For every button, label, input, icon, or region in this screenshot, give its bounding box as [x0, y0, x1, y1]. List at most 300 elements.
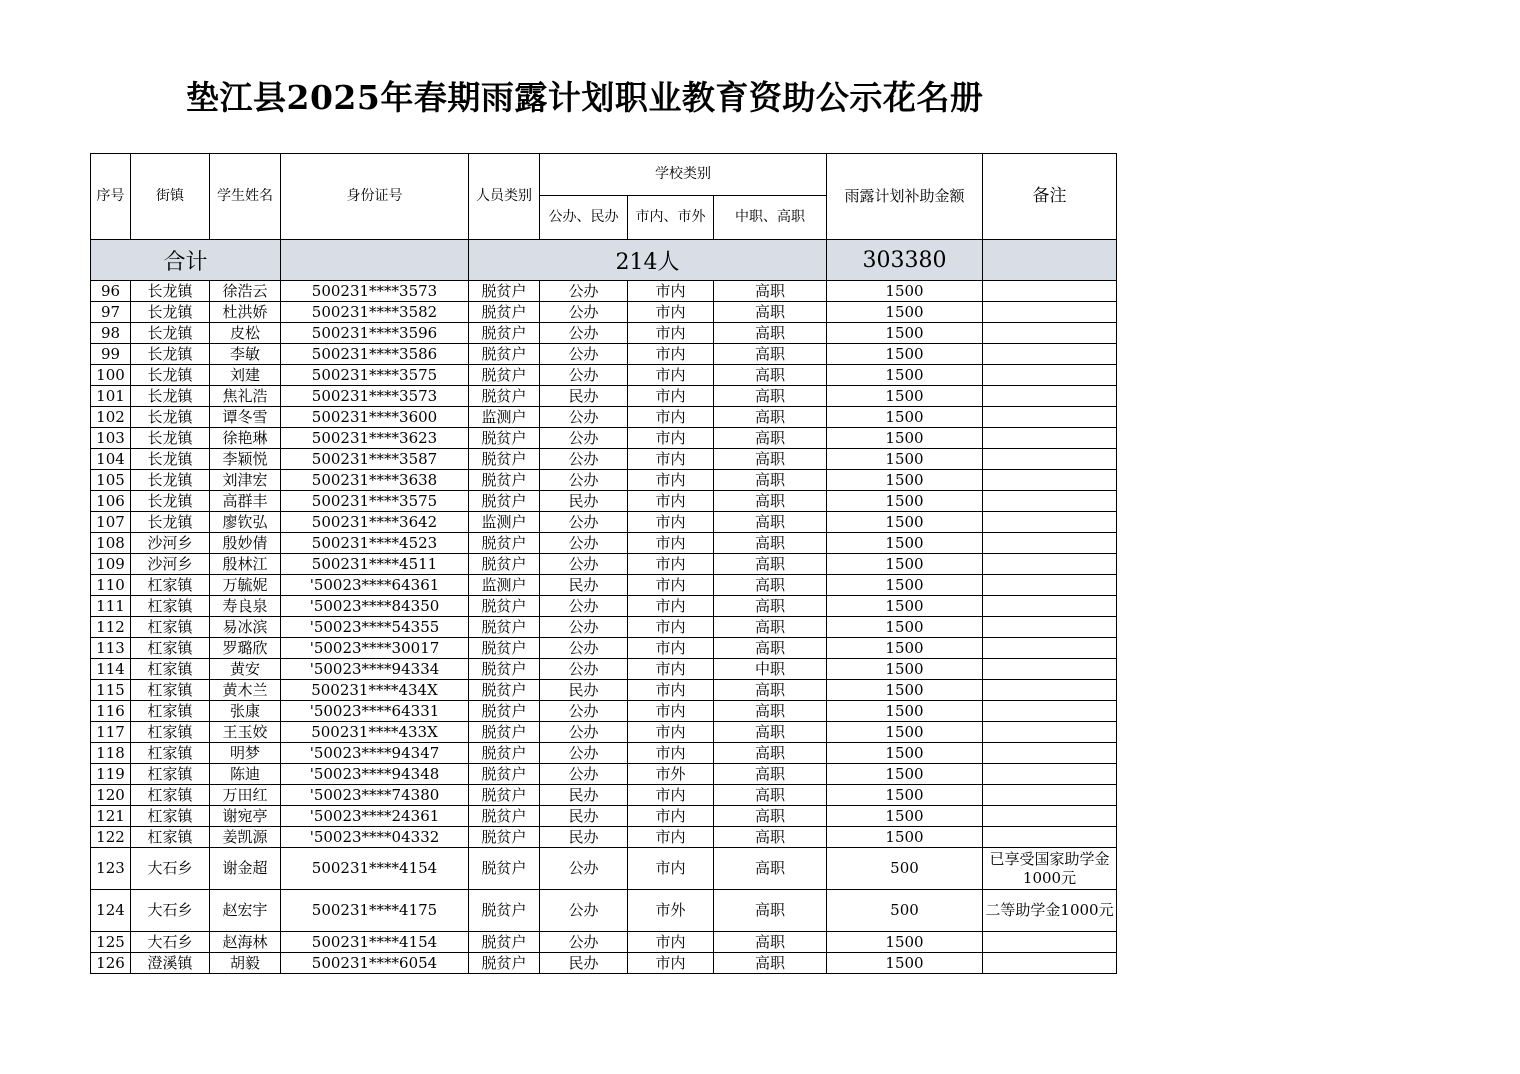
cell-type: 脱贫户 — [469, 365, 540, 386]
cell-level: 高职 — [714, 827, 827, 848]
cell-town: 长龙镇 — [131, 407, 210, 428]
cell-ownership: 民办 — [540, 575, 628, 596]
cell-name: 廖钦弘 — [210, 512, 281, 533]
cell-name: 徐浩云 — [210, 281, 281, 302]
cell-amount: 500 — [827, 890, 983, 932]
cell-location: 市内 — [628, 743, 714, 764]
cell-type: 脱贫户 — [469, 743, 540, 764]
cell-town: 长龙镇 — [131, 470, 210, 491]
cell-level: 高职 — [714, 764, 827, 785]
total-label: 合计 — [91, 240, 281, 281]
cell-remark — [983, 323, 1117, 344]
cell-location: 市内 — [628, 638, 714, 659]
cell-location: 市外 — [628, 890, 714, 932]
cell-amount: 1500 — [827, 323, 983, 344]
cell-amount: 1500 — [827, 407, 983, 428]
cell-location: 市内 — [628, 386, 714, 407]
total-row — [91, 240, 1117, 281]
cell-remark — [983, 806, 1117, 827]
cell-ownership: 民办 — [540, 491, 628, 512]
cell-ownership: 民办 — [540, 827, 628, 848]
table-row — [91, 365, 1117, 386]
cell-id: 500231****3587 — [281, 449, 469, 470]
cell-type: 脱贫户 — [469, 680, 540, 701]
cell-amount: 1500 — [827, 785, 983, 806]
cell-type: 脱贫户 — [469, 449, 540, 470]
cell-name: 皮松 — [210, 323, 281, 344]
cell-level: 高职 — [714, 449, 827, 470]
cell-id: 500231****4511 — [281, 554, 469, 575]
cell-level: 高职 — [714, 533, 827, 554]
cell-remark — [983, 428, 1117, 449]
cell-seq: 118 — [91, 743, 131, 764]
cell-name: 高群丰 — [210, 491, 281, 512]
cell-ownership: 民办 — [540, 806, 628, 827]
cell-location: 市内 — [628, 827, 714, 848]
header-amount: 雨露计划补助金额 — [827, 154, 983, 240]
cell-ownership: 公办 — [540, 470, 628, 491]
cell-level: 高职 — [714, 302, 827, 323]
cell-ownership: 民办 — [540, 680, 628, 701]
roster-table — [90, 153, 1117, 974]
cell-location: 市内 — [628, 848, 714, 890]
table-row — [91, 449, 1117, 470]
cell-type: 脱贫户 — [469, 764, 540, 785]
cell-id: 500231****3586 — [281, 344, 469, 365]
cell-ownership: 公办 — [540, 449, 628, 470]
table-row — [91, 281, 1117, 302]
cell-location: 市内 — [628, 344, 714, 365]
cell-name: 李颖悦 — [210, 449, 281, 470]
cell-id: '50023****04332 — [281, 827, 469, 848]
cell-ownership: 公办 — [540, 365, 628, 386]
cell-location: 市内 — [628, 701, 714, 722]
cell-location: 市内 — [628, 617, 714, 638]
cell-type: 脱贫户 — [469, 533, 540, 554]
cell-level: 高职 — [714, 365, 827, 386]
cell-ownership: 公办 — [540, 281, 628, 302]
table-row — [91, 785, 1117, 806]
cell-type: 监测户 — [469, 512, 540, 533]
cell-name: 赵海林 — [210, 932, 281, 953]
cell-remark — [983, 932, 1117, 953]
cell-name: 焦礼浩 — [210, 386, 281, 407]
cell-type: 脱贫户 — [469, 890, 540, 932]
cell-seq: 115 — [91, 680, 131, 701]
cell-ownership: 公办 — [540, 743, 628, 764]
header-remark: 备注 — [983, 154, 1117, 240]
cell-seq: 103 — [91, 428, 131, 449]
cell-type: 脱贫户 — [469, 491, 540, 512]
table-row — [91, 554, 1117, 575]
cell-ownership: 公办 — [540, 638, 628, 659]
cell-location: 市内 — [628, 533, 714, 554]
cell-ownership: 公办 — [540, 764, 628, 785]
cell-remark — [983, 554, 1117, 575]
cell-type: 脱贫户 — [469, 848, 540, 890]
cell-location: 市内 — [628, 449, 714, 470]
cell-amount: 1500 — [827, 365, 983, 386]
cell-name: 殷妙倩 — [210, 533, 281, 554]
cell-name: 刘津宏 — [210, 470, 281, 491]
cell-seq: 126 — [91, 953, 131, 974]
cell-town: 大石乡 — [131, 932, 210, 953]
cell-ownership: 民办 — [540, 953, 628, 974]
table-row — [91, 407, 1117, 428]
total-amount: 303380 — [827, 240, 983, 281]
cell-location: 市内 — [628, 428, 714, 449]
cell-location: 市外 — [628, 764, 714, 785]
cell-seq: 106 — [91, 491, 131, 512]
cell-seq: 101 — [91, 386, 131, 407]
cell-amount: 1500 — [827, 659, 983, 680]
cell-town: 大石乡 — [131, 848, 210, 890]
cell-town: 大石乡 — [131, 890, 210, 932]
cell-name: 姜凯源 — [210, 827, 281, 848]
cell-ownership: 公办 — [540, 554, 628, 575]
cell-ownership: 民办 — [540, 785, 628, 806]
table-row — [91, 827, 1117, 848]
cell-seq: 117 — [91, 722, 131, 743]
cell-type: 脱贫户 — [469, 722, 540, 743]
cell-seq: 98 — [91, 323, 131, 344]
cell-type: 脱贫户 — [469, 554, 540, 575]
cell-amount: 1500 — [827, 575, 983, 596]
cell-amount: 1500 — [827, 491, 983, 512]
cell-type: 监测户 — [469, 407, 540, 428]
cell-town: 长龙镇 — [131, 491, 210, 512]
cell-ownership: 公办 — [540, 722, 628, 743]
cell-name: 明梦 — [210, 743, 281, 764]
cell-level: 高职 — [714, 953, 827, 974]
cell-remark: 已享受国家助学金1000元 — [983, 848, 1117, 890]
cell-remark — [983, 680, 1117, 701]
cell-amount: 1500 — [827, 344, 983, 365]
cell-amount: 1500 — [827, 827, 983, 848]
table-row — [91, 638, 1117, 659]
cell-seq: 123 — [91, 848, 131, 890]
cell-remark — [983, 701, 1117, 722]
table-row — [91, 428, 1117, 449]
cell-name: 李敏 — [210, 344, 281, 365]
cell-name: 张康 — [210, 701, 281, 722]
table-row — [91, 512, 1117, 533]
cell-type: 脱贫户 — [469, 470, 540, 491]
cell-name: 罗璐欣 — [210, 638, 281, 659]
cell-name: 杜洪娇 — [210, 302, 281, 323]
table-row — [91, 470, 1117, 491]
cell-level: 高职 — [714, 470, 827, 491]
cell-seq: 122 — [91, 827, 131, 848]
cell-amount: 1500 — [827, 533, 983, 554]
cell-remark — [983, 281, 1117, 302]
header-town: 街镇 — [131, 154, 210, 240]
cell-level: 高职 — [714, 785, 827, 806]
cell-remark — [983, 764, 1117, 785]
cell-ownership: 公办 — [540, 701, 628, 722]
cell-town: 长龙镇 — [131, 323, 210, 344]
cell-town: 杠家镇 — [131, 659, 210, 680]
cell-location: 市内 — [628, 953, 714, 974]
cell-location: 市内 — [628, 512, 714, 533]
cell-id: '50023****64331 — [281, 701, 469, 722]
header-name: 学生姓名 — [210, 154, 281, 240]
cell-name: 陈迪 — [210, 764, 281, 785]
cell-id: 500231****4175 — [281, 890, 469, 932]
cell-remark — [983, 596, 1117, 617]
cell-id: 500231****4523 — [281, 533, 469, 554]
cell-type: 脱贫户 — [469, 302, 540, 323]
cell-ownership: 公办 — [540, 302, 628, 323]
cell-seq: 109 — [91, 554, 131, 575]
cell-amount: 500 — [827, 848, 983, 890]
cell-ownership: 公办 — [540, 533, 628, 554]
cell-town: 长龙镇 — [131, 428, 210, 449]
cell-seq: 97 — [91, 302, 131, 323]
cell-id: '50023****64361 — [281, 575, 469, 596]
cell-town: 长龙镇 — [131, 386, 210, 407]
cell-amount: 1500 — [827, 701, 983, 722]
cell-location: 市内 — [628, 407, 714, 428]
cell-seq: 110 — [91, 575, 131, 596]
cell-remark — [983, 491, 1117, 512]
cell-level: 高职 — [714, 407, 827, 428]
cell-type: 脱贫户 — [469, 953, 540, 974]
cell-id: 500231****3623 — [281, 428, 469, 449]
table-row — [91, 890, 1117, 932]
table-row — [91, 344, 1117, 365]
cell-name: 徐艳琳 — [210, 428, 281, 449]
cell-location: 市内 — [628, 932, 714, 953]
table-row — [91, 701, 1117, 722]
cell-remark — [983, 344, 1117, 365]
cell-level: 高职 — [714, 281, 827, 302]
cell-level: 高职 — [714, 743, 827, 764]
cell-ownership: 公办 — [540, 890, 628, 932]
cell-ownership: 公办 — [540, 407, 628, 428]
cell-type: 脱贫户 — [469, 323, 540, 344]
cell-seq: 119 — [91, 764, 131, 785]
table-row — [91, 491, 1117, 512]
cell-location: 市内 — [628, 680, 714, 701]
cell-id: '50023****74380 — [281, 785, 469, 806]
cell-type: 脱贫户 — [469, 806, 540, 827]
cell-id: 500231****434X — [281, 680, 469, 701]
cell-amount: 1500 — [827, 470, 983, 491]
table-row — [91, 323, 1117, 344]
cell-name: 易冰滨 — [210, 617, 281, 638]
cell-level: 高职 — [714, 806, 827, 827]
cell-town: 长龙镇 — [131, 281, 210, 302]
cell-level: 高职 — [714, 491, 827, 512]
cell-seq: 121 — [91, 806, 131, 827]
cell-amount: 1500 — [827, 596, 983, 617]
cell-seq: 125 — [91, 932, 131, 953]
cell-remark — [983, 365, 1117, 386]
header-school-group: 学校类别 — [540, 154, 827, 196]
cell-level: 高职 — [714, 890, 827, 932]
cell-name: 赵宏宇 — [210, 890, 281, 932]
cell-remark — [983, 533, 1117, 554]
cell-seq: 112 — [91, 617, 131, 638]
cell-remark — [983, 953, 1117, 974]
cell-location: 市内 — [628, 281, 714, 302]
cell-amount: 1500 — [827, 638, 983, 659]
cell-name: 谢金超 — [210, 848, 281, 890]
cell-location: 市内 — [628, 554, 714, 575]
cell-id: 500231****3582 — [281, 302, 469, 323]
cell-remark — [983, 470, 1117, 491]
cell-id: 500231****3573 — [281, 386, 469, 407]
cell-level: 中职 — [714, 659, 827, 680]
cell-remark — [983, 638, 1117, 659]
cell-amount: 1500 — [827, 302, 983, 323]
cell-seq: 114 — [91, 659, 131, 680]
cell-id: '50023****24361 — [281, 806, 469, 827]
cell-ownership: 公办 — [540, 617, 628, 638]
cell-name: 谢宛亭 — [210, 806, 281, 827]
page-title: 垫江县2025年春期雨露计划职业教育资助公示花名册 — [186, 78, 984, 117]
cell-town: 沙河乡 — [131, 533, 210, 554]
cell-remark — [983, 617, 1117, 638]
header-type: 人员类别 — [469, 154, 540, 240]
cell-location: 市内 — [628, 470, 714, 491]
cell-level: 高职 — [714, 638, 827, 659]
cell-seq: 124 — [91, 890, 131, 932]
cell-town: 杠家镇 — [131, 722, 210, 743]
cell-amount: 1500 — [827, 764, 983, 785]
cell-town: 澄溪镇 — [131, 953, 210, 974]
cell-location: 市内 — [628, 365, 714, 386]
cell-type: 脱贫户 — [469, 281, 540, 302]
table-row — [91, 743, 1117, 764]
cell-level: 高职 — [714, 932, 827, 953]
cell-level: 高职 — [714, 386, 827, 407]
cell-amount: 1500 — [827, 281, 983, 302]
cell-id: 500231****4154 — [281, 932, 469, 953]
cell-town: 杠家镇 — [131, 575, 210, 596]
cell-seq: 99 — [91, 344, 131, 365]
cell-level: 高职 — [714, 575, 827, 596]
cell-seq: 96 — [91, 281, 131, 302]
cell-seq: 108 — [91, 533, 131, 554]
cell-type: 脱贫户 — [469, 932, 540, 953]
cell-amount: 1500 — [827, 512, 983, 533]
cell-level: 高职 — [714, 512, 827, 533]
cell-id: 500231****433X — [281, 722, 469, 743]
cell-amount: 1500 — [827, 428, 983, 449]
cell-type: 监测户 — [469, 575, 540, 596]
cell-seq: 107 — [91, 512, 131, 533]
cell-name: 黄木兰 — [210, 680, 281, 701]
cell-town: 沙河乡 — [131, 554, 210, 575]
cell-seq: 111 — [91, 596, 131, 617]
cell-seq: 116 — [91, 701, 131, 722]
cell-ownership: 公办 — [540, 512, 628, 533]
table-row — [91, 533, 1117, 554]
cell-remark — [983, 827, 1117, 848]
cell-id: '50023****84350 — [281, 596, 469, 617]
cell-level: 高职 — [714, 323, 827, 344]
cell-type: 脱贫户 — [469, 638, 540, 659]
cell-location: 市内 — [628, 806, 714, 827]
cell-remark — [983, 386, 1117, 407]
cell-level: 高职 — [714, 617, 827, 638]
cell-type: 脱贫户 — [469, 344, 540, 365]
cell-location: 市内 — [628, 785, 714, 806]
cell-town: 杠家镇 — [131, 617, 210, 638]
cell-ownership: 公办 — [540, 596, 628, 617]
cell-seq: 120 — [91, 785, 131, 806]
cell-town: 杠家镇 — [131, 743, 210, 764]
cell-seq: 105 — [91, 470, 131, 491]
cell-type: 脱贫户 — [469, 386, 540, 407]
cell-level: 高职 — [714, 344, 827, 365]
cell-amount: 1500 — [827, 953, 983, 974]
cell-id: '50023****94348 — [281, 764, 469, 785]
header-location: 市内、市外 — [628, 196, 714, 240]
cell-amount: 1500 — [827, 617, 983, 638]
cell-level: 高职 — [714, 680, 827, 701]
cell-id: '50023****30017 — [281, 638, 469, 659]
cell-remark — [983, 659, 1117, 680]
table-row — [91, 764, 1117, 785]
cell-id: 500231****3575 — [281, 365, 469, 386]
cell-seq: 113 — [91, 638, 131, 659]
cell-level: 高职 — [714, 428, 827, 449]
cell-location: 市内 — [628, 722, 714, 743]
cell-level: 高职 — [714, 701, 827, 722]
table-row — [91, 932, 1117, 953]
cell-id: 500231****6054 — [281, 953, 469, 974]
table-row — [91, 659, 1117, 680]
cell-town: 杠家镇 — [131, 596, 210, 617]
cell-town: 杠家镇 — [131, 764, 210, 785]
cell-id: 500231****3575 — [281, 491, 469, 512]
cell-remark — [983, 575, 1117, 596]
cell-ownership: 公办 — [540, 659, 628, 680]
cell-ownership: 民办 — [540, 386, 628, 407]
cell-name: 黄安 — [210, 659, 281, 680]
cell-amount: 1500 — [827, 722, 983, 743]
cell-remark — [983, 722, 1117, 743]
cell-ownership: 公办 — [540, 344, 628, 365]
cell-id: '50023****94334 — [281, 659, 469, 680]
cell-amount: 1500 — [827, 449, 983, 470]
total-remark — [983, 240, 1117, 281]
cell-id: 500231****4154 — [281, 848, 469, 890]
cell-ownership: 公办 — [540, 848, 628, 890]
cell-id: 500231****3573 — [281, 281, 469, 302]
cell-type: 脱贫户 — [469, 596, 540, 617]
cell-town: 杠家镇 — [131, 785, 210, 806]
cell-amount: 1500 — [827, 554, 983, 575]
cell-seq: 102 — [91, 407, 131, 428]
header-seq: 序号 — [91, 154, 131, 240]
cell-ownership: 公办 — [540, 932, 628, 953]
cell-location: 市内 — [628, 659, 714, 680]
cell-seq: 104 — [91, 449, 131, 470]
cell-remark — [983, 743, 1117, 764]
cell-town: 杠家镇 — [131, 806, 210, 827]
cell-town: 杠家镇 — [131, 701, 210, 722]
table-row — [91, 302, 1117, 323]
cell-location: 市内 — [628, 596, 714, 617]
cell-level: 高职 — [714, 722, 827, 743]
total-blank — [281, 240, 469, 281]
cell-id: 500231****3600 — [281, 407, 469, 428]
cell-ownership: 公办 — [540, 428, 628, 449]
